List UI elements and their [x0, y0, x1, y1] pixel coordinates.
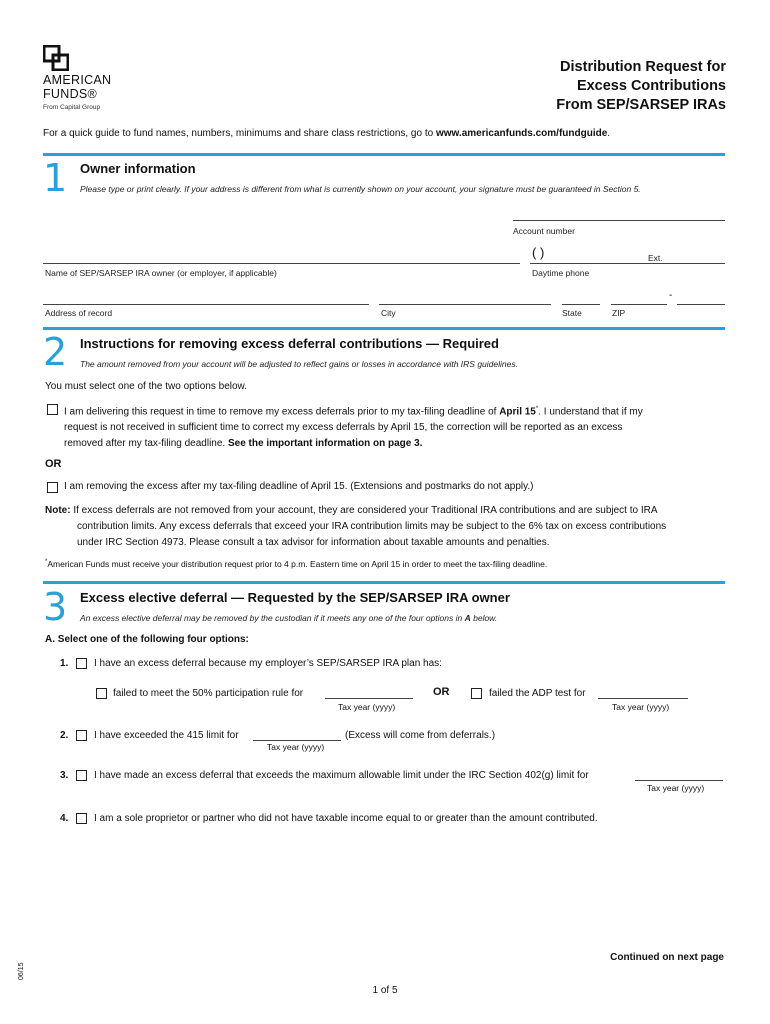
s3-option2-tax-year-field[interactable] [253, 740, 341, 741]
fundguide-link[interactable]: www.americanfunds.com/fundguide [435, 128, 608, 139]
section3-heading: Excess elective deferral — Requested by the SEP/SARSEP IRA owner [80, 590, 510, 605]
section3-subtext: An excess elective deferral may be removed by the custodian if it meets any one of the four options in A below. [80, 613, 498, 623]
s3-option3-text: I have made an excess deferral that exceeds the maximum allowable limit under the IRC Section 402(g) limit for [94, 770, 589, 781]
s3-option1-checkbox[interactable] [76, 658, 87, 669]
brand-name-line2: FUNDS® [43, 87, 98, 101]
section2-note: Note: If excess deferrals are not removed from your account, they are considered your Traditional IRA contributions and are subject to IRA contribution limits. Any excess deferrals that exceed your IRA contribution limits may be subject to the 6% tax on excess contributions under IRC Section 4973. Please consult a tax advisor for information about taxable amounts and penalties. [45, 505, 667, 548]
section3-select-a: A. Select one of the following four options: [45, 634, 249, 645]
owner-name-label: Name of SEP/SARSEP IRA owner (or employer, if applicable) [45, 268, 277, 278]
title-line1: Distribution Request for [560, 59, 726, 75]
zip-label: ZIP [612, 308, 626, 318]
option-after-deadline-checkbox[interactable] [47, 482, 58, 493]
city-label: City [381, 308, 396, 318]
adp-tax-year-label: Tax year (yyyy) [612, 702, 670, 712]
section2-subtext: The amount removed from your account will be adjusted to reflect gains or losses in accordance with IRS guidelines. [80, 359, 518, 369]
s3-option3-checkbox[interactable] [76, 770, 87, 781]
zip-dash: - [669, 290, 673, 301]
ext-label: Ext. [648, 253, 663, 263]
section2-number: 2 [43, 330, 68, 374]
s3-option3-number: 3. [60, 770, 69, 781]
section1-heading: Owner information [80, 161, 196, 176]
s3-option2-tax-year-label: Tax year (yyyy) [267, 742, 325, 752]
daytime-phone-label: Daytime phone [532, 268, 590, 278]
address-field[interactable] [43, 304, 369, 305]
continued-label: Continued on next page [610, 952, 724, 963]
or-label: OR [45, 458, 62, 470]
section1-number: 1 [43, 156, 68, 200]
s3-option2-checkbox[interactable] [76, 730, 87, 741]
state-label: State [562, 308, 582, 318]
s3-option2-number: 2. [60, 730, 69, 741]
option-before-deadline-text: I am delivering this request in time to remove my excess deferrals prior to my tax-filing deadline of April 15*. I understand that if my request is not received in sufficient time to correct my excess deferrals by April 15, the correction will be reported as an excess removed after my tax-filing deadline. See the important information on page 3. [64, 406, 643, 450]
title-line3: From SEP/SARSEP IRAs [556, 97, 726, 113]
section1-divider [43, 153, 725, 156]
option-before-deadline-checkbox[interactable] [47, 404, 58, 415]
city-field[interactable] [379, 304, 551, 305]
option-after-deadline-text: I am removing the excess after my tax-filing deadline of April 15. (Extensions and postmarks do not apply.) [64, 481, 534, 492]
s3-option2-text: I have exceeded the 415 limit for [94, 730, 239, 741]
s3-option3-tax-year-field[interactable] [635, 780, 723, 781]
s3-option2-after-text: (Excess will come from deferrals.) [345, 730, 496, 741]
title-line2: Excess Contributions [576, 78, 726, 94]
state-field[interactable] [562, 304, 600, 305]
form-title [556, 58, 726, 115]
adp-test-checkbox[interactable] [471, 688, 482, 699]
s3-option4-number: 4. [60, 813, 69, 824]
zip-ext-field[interactable] [677, 304, 725, 305]
s3-option4-text: I am a sole proprietor or partner who did not have taxable income equal to or greater than the amount contributed. [94, 813, 598, 824]
owner-name-field[interactable] [43, 263, 520, 264]
section2-divider [43, 327, 725, 330]
zip-field[interactable] [611, 304, 667, 305]
s3-option3-tax-year-label: Tax year (yyyy) [647, 783, 705, 793]
participation-tax-year-label: Tax year (yyyy) [338, 702, 396, 712]
address-label: Address of record [45, 308, 113, 318]
participation-tax-year-field[interactable] [325, 698, 413, 699]
phone-area-code-parens: ( ) [532, 245, 545, 260]
adp-tax-year-field[interactable] [598, 698, 688, 699]
account-number-label: Account number [513, 226, 575, 236]
section2-heading: Instructions for removing excess deferral contributions — Required [80, 336, 499, 351]
section3-number: 3 [43, 585, 68, 629]
american-funds-logo-icon [43, 45, 69, 71]
section3-divider [43, 581, 725, 584]
brand-tagline: From Capital Group [43, 104, 101, 111]
intro-text: For a quick guide to fund names, numbers, minimums and share class restrictions, go to www.americanfunds.com/fundguide. [43, 128, 611, 139]
brand-name-line1: AMERICAN [43, 73, 112, 87]
form-date-code: 06/15 [18, 962, 25, 980]
option1-or-label: OR [433, 686, 450, 698]
adp-test-text: failed the ADP test for [489, 688, 586, 699]
s3-option4-checkbox[interactable] [76, 813, 87, 824]
section2-footnote: *American Funds must receive your distribution request prior to 4 p.m. Eastern time on April 15 in order to meet the tax-filing deadline. [45, 559, 548, 569]
section1-subtext: Please type or print clearly. If your address is different from what is currently shown on your account, your signature must be guaranteed in Section 5. [80, 184, 641, 194]
account-number-field[interactable] [513, 220, 725, 221]
daytime-phone-field[interactable] [530, 263, 725, 264]
s3-option1-text: I have an excess deferral because my employer’s SEP/SARSEP IRA plan has: [94, 658, 442, 669]
page-number: 1 of 5 [372, 985, 398, 996]
s3-option1-number: 1. [60, 658, 69, 669]
participation-rule-text: failed to meet the 50% participation rule for [113, 688, 304, 699]
participation-rule-checkbox[interactable] [96, 688, 107, 699]
section2-select-text: You must select one of the two options below. [45, 381, 247, 392]
